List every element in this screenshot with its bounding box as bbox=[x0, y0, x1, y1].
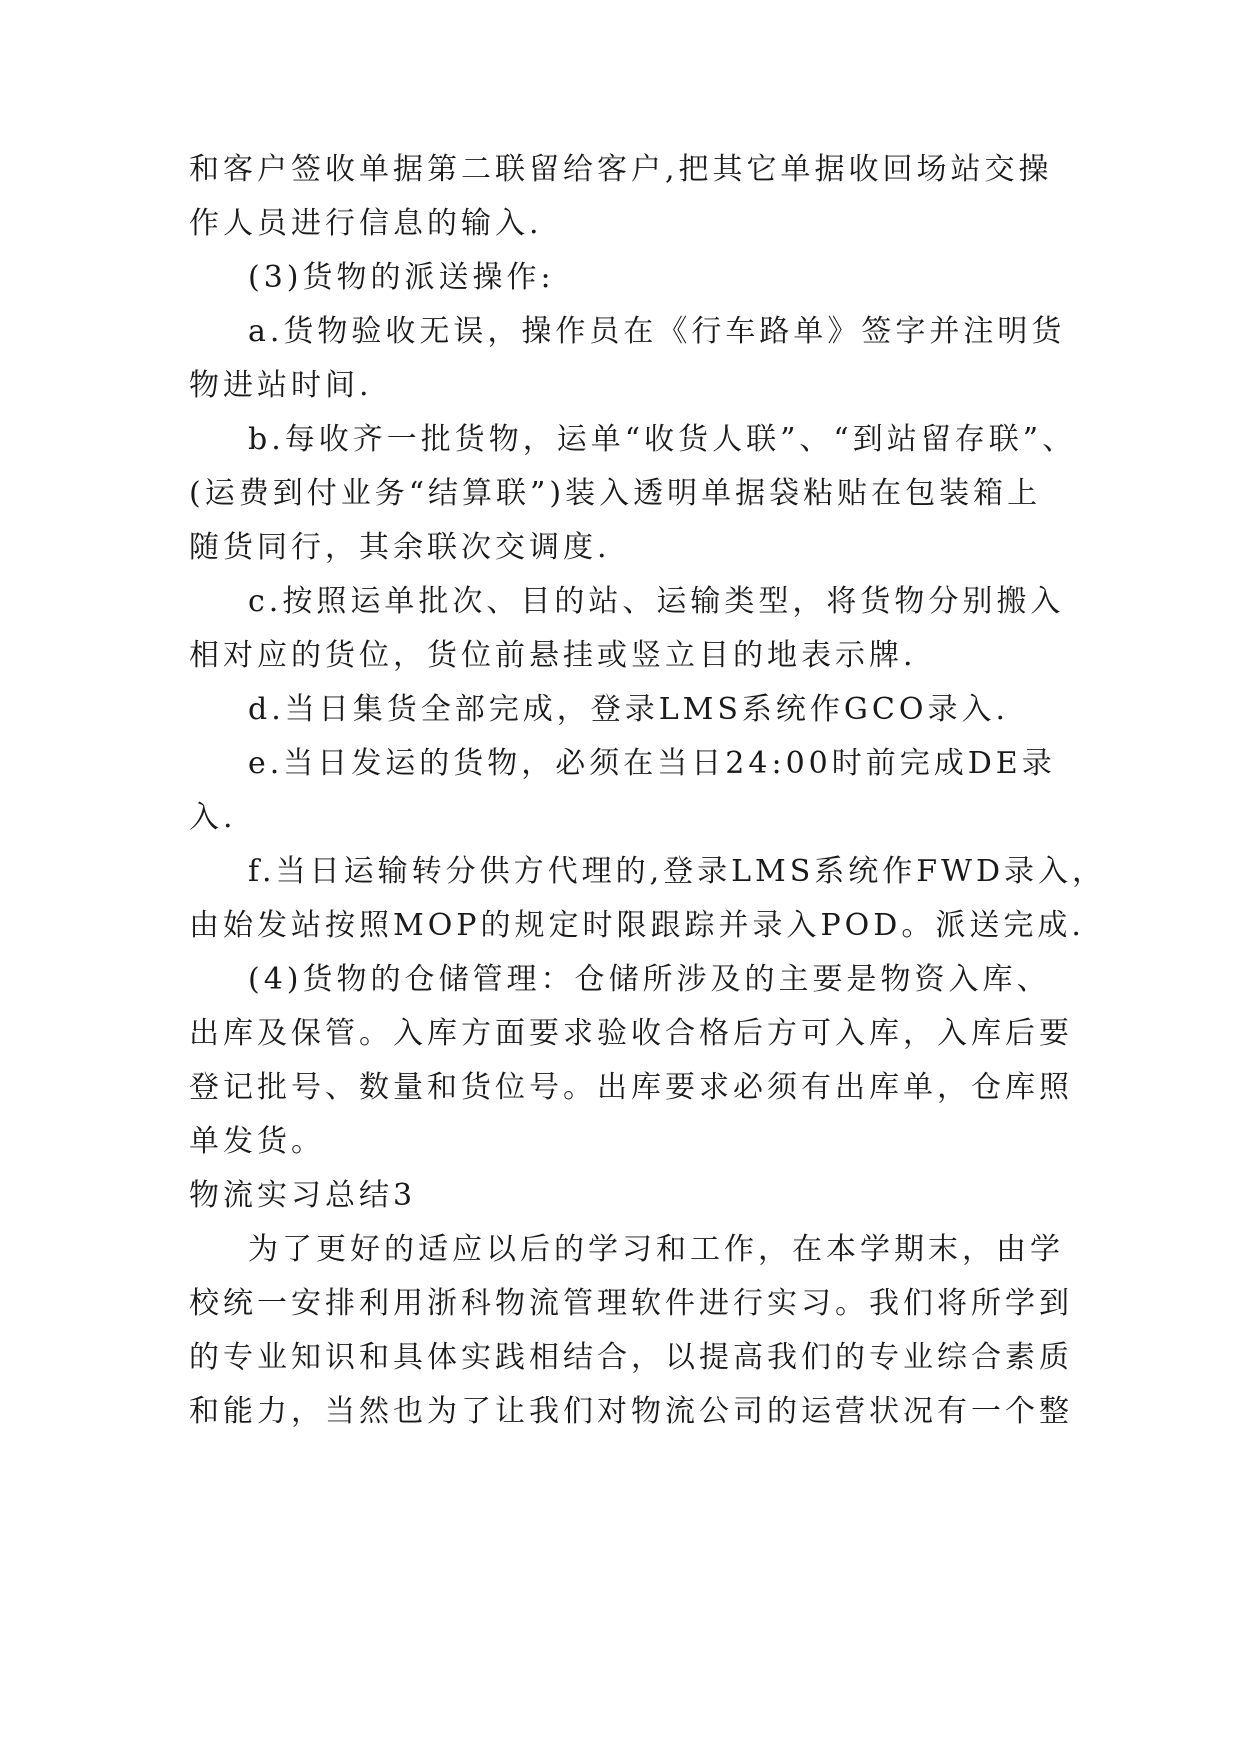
text-line: 出库及保管。入库方面要求验收合格后方可入库，入库后要 bbox=[189, 1016, 1073, 1051]
text-line: 为了更好的适应以后的学习和工作，在本学期末，由学 bbox=[248, 1232, 1064, 1267]
text-line: 入. bbox=[189, 800, 237, 835]
text-line: 相对应的货位，货位前悬挂或竖立目的地表示牌. bbox=[189, 638, 917, 673]
text-line: (运费到付业务“结算联”)装入透明单据袋粘贴在包装箱上 bbox=[189, 476, 1042, 511]
text-line: 的专业知识和具体实践相结合，以提高我们的专业综合素质 bbox=[189, 1340, 1073, 1375]
text-line: (4)货物的仓储管理：仓储所涉及的主要是物资入库、 bbox=[248, 962, 1051, 997]
text-line: 由始发站按照MOP的规定时限跟踪并录入POD。派送完成. bbox=[189, 908, 1085, 943]
text-line: 物进站时间. bbox=[189, 368, 373, 403]
text-line: 登记批号、数量和货位号。出库要求必须有出库单，仓库照 bbox=[189, 1070, 1073, 1105]
text-line: a.货物验收无误，操作员在《行车路单》签字并注明货 bbox=[248, 314, 1066, 349]
section-heading: 物流实习总结3 bbox=[189, 1178, 417, 1213]
text-line: d.当日集货全部完成，登录LMS系统作GCO录入. bbox=[248, 692, 1009, 727]
text-line: 和客户签收单据第二联留给客户,把其它单据收回场站交操 bbox=[189, 152, 1053, 187]
text-line: 和能力，当然也为了让我们对物流公司的运营状况有一个整 bbox=[189, 1394, 1073, 1429]
text-line: 作人员进行信息的输入. bbox=[189, 206, 543, 241]
text-line: e.当日发运的货物，必须在当日24:00时前完成DE录 bbox=[248, 746, 1056, 781]
text-line: (3)货物的派送操作: bbox=[248, 260, 555, 295]
text-line: b.每收齐一批货物，运单“收货人联”、“到站留存联”、 bbox=[248, 422, 1077, 457]
text-line: 单发货。 bbox=[189, 1124, 325, 1159]
text-line: 校统一安排利用浙科物流管理软件进行实习。我们将所学到 bbox=[189, 1286, 1073, 1321]
text-line: c.按照运单批次、目的站、运输类型，将货物分别搬入 bbox=[248, 584, 1065, 619]
text-line: f.当日运输转分供方代理的,登录LMS系统作FWD录入， bbox=[248, 854, 1107, 889]
text-line: 随货同行，其余联次交调度. bbox=[189, 530, 611, 565]
